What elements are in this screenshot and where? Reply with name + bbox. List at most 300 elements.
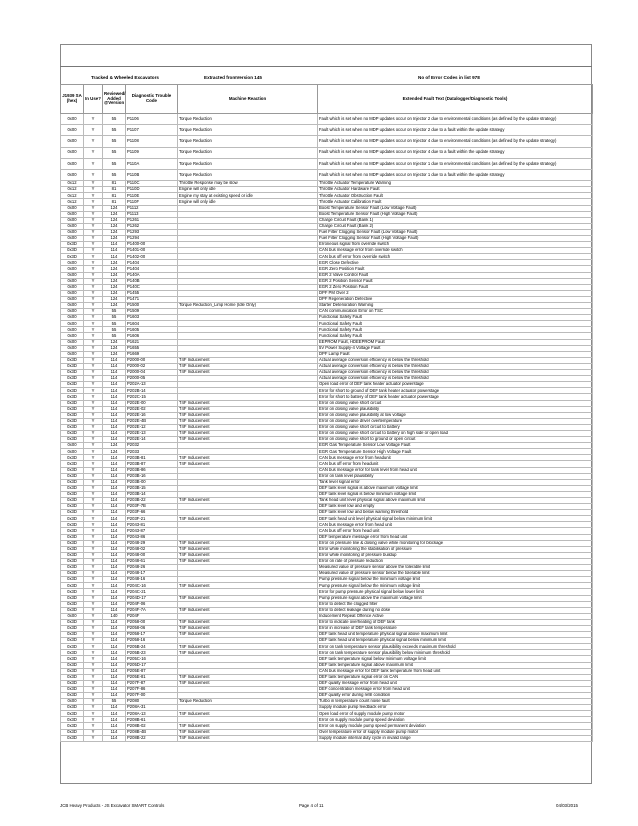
- dtc-cell: P205E-81: [126, 674, 178, 680]
- in-use-cell: Y: [84, 479, 103, 485]
- dtc-cell: P140B: [126, 278, 178, 284]
- fault-text-cell: Fault which is set when no MDP updates occur on Injector 1 due to a fault within the update strategy: [318, 169, 593, 180]
- fault-text-cell: Error to detect leakage during no dose: [318, 607, 593, 613]
- footer-document-title: JCB Heavy Products - JS Excavator SMART Controls: [60, 803, 165, 808]
- dtc-cell: P203B-14: [126, 491, 178, 497]
- fault-text-cell: EGR Gas Temperature Sensor High Voltage Fault: [318, 449, 593, 455]
- in-use-cell: Y: [84, 211, 103, 217]
- dtc-cell: P208B-02: [126, 723, 178, 729]
- version-cell: 55: [103, 169, 126, 180]
- fault-text-cell: DEF tank level low and empty: [318, 504, 593, 510]
- dtc-cell: P202E-16: [126, 412, 178, 418]
- sa-cell: 0x3D: [61, 461, 84, 467]
- fault-text-cell: CAN bus message error for tank level from head unit: [318, 467, 593, 473]
- version-cell: 114: [103, 583, 126, 589]
- in-use-cell: Y: [84, 498, 103, 504]
- in-use-cell: Y: [84, 467, 103, 473]
- in-use-cell: Y: [84, 674, 103, 680]
- version-cell: 114: [103, 455, 126, 461]
- version-cell: 114: [103, 619, 126, 625]
- reaction-cell: T4F Inducement: [178, 406, 318, 412]
- in-use-cell: Y: [84, 235, 103, 241]
- dtc-cell: P1293: [126, 229, 178, 235]
- dtc-cell: P2032: [126, 443, 178, 449]
- version-cell: 114: [103, 400, 126, 406]
- dtc-cell: P205B-23: [126, 650, 178, 656]
- dtc-cell: P207F-86: [126, 686, 178, 692]
- sa-cell: 0x00: [61, 147, 84, 158]
- dtc-cell: P203B-16: [126, 473, 178, 479]
- sa-cell: 0x00: [61, 333, 84, 339]
- sa-cell: 0x00: [61, 290, 84, 296]
- reaction-cell: Throttle Response may be slow: [178, 181, 318, 187]
- in-use-cell: Y: [84, 125, 103, 136]
- in-use-cell: Y: [84, 668, 103, 674]
- reaction-cell: T4F Inducement: [178, 595, 318, 601]
- fault-text-cell: Inducement Repeat Offence Active: [318, 613, 593, 619]
- dtc-cell: P110B: [126, 169, 178, 180]
- table-body: [61, 114, 593, 742]
- dtc-cell: P2048-16: [126, 577, 178, 583]
- version-cell: 124: [103, 211, 126, 217]
- fault-text-cell: Boost Temperature Sensor Fault (High Voltage Fault): [318, 211, 593, 217]
- version-cell: 114: [103, 424, 126, 430]
- reaction-cell: T4F Inducement: [178, 430, 318, 436]
- fault-text-cell: Functional Safety Fault: [318, 333, 593, 339]
- version-cell: 114: [103, 601, 126, 607]
- sa-cell: 0x3D: [61, 522, 84, 528]
- sa-cell: 0x3D: [61, 406, 84, 412]
- in-use-cell: Y: [84, 223, 103, 229]
- reaction-cell: Torque Reduction_Limp Home (Idle Only): [178, 303, 318, 309]
- version-cell: 114: [103, 370, 126, 376]
- error-code-table: [60, 84, 593, 742]
- dtc-cell: P2080: [126, 699, 178, 705]
- fault-text-cell: Fault which is set when no MDP updates occur on Injector 2 due to environmental conditions (as defined by the update strategy): [318, 114, 593, 125]
- version-cell: 124: [103, 205, 126, 211]
- in-use-cell: Y: [84, 303, 103, 309]
- reaction-cell: T4F Inducement: [178, 723, 318, 729]
- dtc-cell: P204C-21: [126, 589, 178, 595]
- sa-cell: 0x12: [61, 181, 84, 187]
- version-cell: 114: [103, 717, 126, 723]
- fault-text-cell: EGR Zero Position Fault: [318, 266, 593, 272]
- sa-cell: 0x3D: [61, 668, 84, 674]
- in-use-cell: Y: [84, 278, 103, 284]
- version-cell: 114: [103, 248, 126, 254]
- reaction-cell: T4F Inducement: [178, 711, 318, 717]
- version-cell: 114: [103, 418, 126, 424]
- fault-text-cell: CAN communication Error on TSC: [318, 309, 593, 315]
- dtc-cell: P1109: [126, 147, 178, 158]
- sa-cell: 0x00: [61, 211, 84, 217]
- version-cell: 124: [103, 223, 126, 229]
- in-use-cell: Y: [84, 625, 103, 631]
- dtc-cell: P202A-13: [126, 382, 178, 388]
- version-cell: 55: [103, 699, 126, 705]
- sa-cell: 0x3D: [61, 565, 84, 571]
- in-use-cell: Y: [84, 443, 103, 449]
- dtc-cell: P110E: [126, 193, 178, 199]
- in-use-cell: Y: [84, 638, 103, 644]
- fault-text-cell: DEF tank temperature signal below minimum voltage limit: [318, 656, 593, 662]
- sa-cell: 0x3D: [61, 485, 84, 491]
- fault-text-cell: Open load error of DEF tank heater actuator powerstage: [318, 382, 593, 388]
- dtc-cell: P1605: [126, 327, 178, 333]
- sa-cell: 0x3D: [61, 644, 84, 650]
- version-cell: 114: [103, 735, 126, 741]
- fault-text-cell: Pump pressure signal below the minimum voltage limit: [318, 583, 593, 589]
- fault-text-cell: Functional Safety Fault: [318, 321, 593, 327]
- in-use-cell: Y: [84, 205, 103, 211]
- version-cell: 114: [103, 693, 126, 699]
- sa-cell: 0x00: [61, 327, 84, 333]
- in-use-cell: Y: [84, 607, 103, 613]
- sa-cell: 0x00: [61, 266, 84, 272]
- in-use-cell: Y: [84, 418, 103, 424]
- dtc-cell: P1262: [126, 223, 178, 229]
- version-cell: 114: [103, 534, 126, 540]
- in-use-cell: Y: [84, 315, 103, 321]
- fault-text-cell: Tank level signal error: [318, 479, 593, 485]
- reaction-cell: T4F Inducement: [178, 558, 318, 564]
- dtc-cell: P203B-00: [126, 479, 178, 485]
- in-use-cell: Y: [84, 656, 103, 662]
- in-use-cell: Y: [84, 516, 103, 522]
- fault-text-cell: Error while monitoring the stabilisation of pressure: [318, 546, 593, 552]
- dtc-cell: P2043-86: [126, 534, 178, 540]
- version-cell: 55: [103, 333, 126, 339]
- dtc-cell: P2058-00: [126, 619, 178, 625]
- sa-cell: 0x3D: [61, 376, 84, 382]
- version-cell: 114: [103, 552, 126, 558]
- in-use-cell: Y: [84, 321, 103, 327]
- fault-text-cell: Error to indicate overheating of DEF tank: [318, 619, 593, 625]
- reaction-cell: T4F Inducement: [178, 412, 318, 418]
- sa-cell: 0x3D: [61, 412, 84, 418]
- version-cell: 114: [103, 668, 126, 674]
- fault-text-cell: Error on dosing valve short to ground or open circuit: [318, 437, 593, 443]
- fault-text-cell: Charge Circuit Fault (Bank 1): [318, 217, 593, 223]
- version-cell: 55: [103, 321, 126, 327]
- dtc-cell: P208B-4B: [126, 729, 178, 735]
- reaction-cell: T4F Inducement: [178, 650, 318, 656]
- version-cell: 55: [103, 114, 126, 125]
- in-use-cell: Y: [84, 705, 103, 711]
- fault-text-cell: Actual average conversion efficiency is below the threshold: [318, 357, 593, 363]
- sa-cell: 0x3D: [61, 583, 84, 589]
- version-cell: 55: [103, 158, 126, 169]
- in-use-cell: Y: [84, 510, 103, 516]
- fault-text-cell: Pump pressure signal above the maximum voltage limit: [318, 595, 593, 601]
- in-use-cell: Y: [84, 217, 103, 223]
- dtc-cell: P202E-12: [126, 424, 178, 430]
- reaction-cell: T4F Inducement: [178, 583, 318, 589]
- fault-text-cell: Error on pressure line & dosing valve while monitoring for blockage: [318, 540, 593, 546]
- dtc-cell: P203B-86: [126, 467, 178, 473]
- dtc-cell: P207F-87: [126, 680, 178, 686]
- in-use-cell: Y: [84, 254, 103, 260]
- reaction-cell: T4F Inducement: [178, 729, 318, 735]
- version-cell: 114: [103, 394, 126, 400]
- version-cell: 114: [103, 625, 126, 631]
- reaction-cell: T4F Inducement: [178, 680, 318, 686]
- fault-text-cell: EGR 2 Position Sensor Fault: [318, 278, 593, 284]
- sa-cell: 0x3D: [61, 388, 84, 394]
- in-use-cell: Y: [84, 577, 103, 583]
- version-cell: 114: [103, 522, 126, 528]
- fault-text-cell: Supply module internal duty cycle in invalid range: [318, 735, 593, 741]
- dtc-cell: P202E-02: [126, 406, 178, 412]
- sa-cell: 0x3D: [61, 498, 84, 504]
- sa-cell: 0x3D: [61, 534, 84, 540]
- sa-cell: 0x3D: [61, 662, 84, 668]
- fault-text-cell: Error on tank temperature sensor plausibility exceeds maximum threshold: [318, 644, 593, 650]
- in-use-cell: Y: [84, 711, 103, 717]
- dtc-cell: P203F-21: [126, 516, 178, 522]
- version-cell: 114: [103, 577, 126, 583]
- dtc-cell: P110F: [126, 199, 178, 205]
- sa-cell: 0x00: [61, 169, 84, 180]
- reaction-cell: Torque Reduction: [178, 125, 318, 136]
- dtc-cell: P1404: [126, 266, 178, 272]
- fault-text-cell: Error for pump pressure physical signal below lower limit: [318, 589, 593, 595]
- fault-text-cell: Fuel Filter Clogging Sensor Fault (Low Voltage Fault): [318, 229, 593, 235]
- version-cell: 114: [103, 607, 126, 613]
- fault-text-cell: Error on tank temperature sensor plausibility below minimum threshold: [318, 650, 593, 656]
- in-use-cell: Y: [84, 370, 103, 376]
- reaction-cell: T4F Inducement: [178, 546, 318, 552]
- version-cell: 124: [103, 284, 126, 290]
- sa-cell: 0x00: [61, 296, 84, 302]
- footer-date: 04/03/2015: [556, 803, 578, 808]
- version-cell: 114: [103, 723, 126, 729]
- sa-cell: 0x00: [61, 114, 84, 125]
- sa-cell: 0x3D: [61, 546, 84, 552]
- in-use-cell: Y: [84, 504, 103, 510]
- fault-text-cell: DEF quality error during refill condition: [318, 693, 593, 699]
- fault-text-cell: Measured value of pressure sensor below the tolerable limit: [318, 571, 593, 577]
- in-use-cell: Y: [84, 388, 103, 394]
- version-cell: 124: [103, 260, 126, 266]
- in-use-cell: Y: [84, 583, 103, 589]
- version-cell: 114: [103, 467, 126, 473]
- dtc-cell: P1112: [126, 205, 178, 211]
- fault-text-cell: CAN bus off error from headunit: [318, 461, 593, 467]
- dtc-cell: P1108: [126, 136, 178, 147]
- in-use-cell: Y: [84, 613, 103, 619]
- version-cell: 114: [103, 430, 126, 436]
- version-cell: 114: [103, 376, 126, 382]
- version-cell: 114: [103, 558, 126, 564]
- sa-cell: 0x3D: [61, 577, 84, 583]
- table-row: [61, 125, 593, 136]
- dtc-cell: P2000-04: [126, 370, 178, 376]
- dtc-cell: P203F-7B: [126, 504, 178, 510]
- in-use-cell: Y: [84, 686, 103, 692]
- dtc-cell: P110A: [126, 158, 178, 169]
- sa-cell: 0x00: [61, 260, 84, 266]
- version-cell: 114: [103, 491, 126, 497]
- in-use-cell: Y: [84, 662, 103, 668]
- version-cell: 55: [103, 136, 126, 147]
- version-cell: 114: [103, 680, 126, 686]
- reaction-cell: T4F Inducement: [178, 625, 318, 631]
- fault-text-cell: DPF Lamp Fault: [318, 351, 593, 357]
- sa-cell: 0x3D: [61, 455, 84, 461]
- fault-text-cell: EEPROM Fault, HDEEPROM Fault: [318, 339, 593, 345]
- sa-cell: 0x3D: [61, 638, 84, 644]
- fault-text-cell: Turbo in temperature count noise fault: [318, 699, 593, 705]
- fault-text-cell: Tank head unit level physical signal above maximum limit: [318, 498, 593, 504]
- fault-text-cell: DEF tank temperature signal error on CAN: [318, 674, 593, 680]
- reaction-cell: T4F Inducement: [178, 363, 318, 369]
- sa-cell: 0x00: [61, 205, 84, 211]
- version-cell: 114: [103, 644, 126, 650]
- dtc-cell: P204F-7A: [126, 607, 178, 613]
- fault-text-cell: Fault which is set when no MDP updates occur on Injector 4 due to environmental conditions (as defined by the update strategy): [318, 136, 593, 147]
- sa-cell: 0x00: [61, 278, 84, 284]
- version-cell: 55: [103, 309, 126, 315]
- in-use-cell: Y: [84, 693, 103, 699]
- version-cell: 124: [103, 351, 126, 357]
- fault-text-cell: Erroneous signal from override switch: [318, 242, 593, 248]
- in-use-cell: Y: [84, 266, 103, 272]
- fault-text-cell: Error on dosing valve plausibility: [318, 406, 593, 412]
- version-cell: 124: [103, 339, 126, 345]
- in-use-cell: Y: [84, 260, 103, 266]
- in-use-cell: Y: [84, 534, 103, 540]
- sa-cell: 0x00: [61, 272, 84, 278]
- in-use-cell: Y: [84, 339, 103, 345]
- version-cell: 114: [103, 705, 126, 711]
- sa-cell: 0x3D: [61, 382, 84, 388]
- sa-cell: 0x3D: [61, 479, 84, 485]
- dtc-cell: P1603: [126, 315, 178, 321]
- reaction-cell: T4F Inducement: [178, 619, 318, 625]
- sa-cell: 0x00: [61, 321, 84, 327]
- sa-cell: 0x12: [61, 199, 84, 205]
- header-version: Extracted fromVersion 145: [204, 75, 262, 80]
- in-use-cell: Y: [84, 229, 103, 235]
- header-machine-type: Tracked & Wheeled Excavators: [91, 75, 159, 80]
- sa-cell: 0x3D: [61, 601, 84, 607]
- in-use-cell: Y: [84, 650, 103, 656]
- reaction-cell: Torque Reduction: [178, 114, 318, 125]
- version-cell: 114: [103, 516, 126, 522]
- sa-cell: 0x3D: [61, 632, 84, 638]
- in-use-cell: Y: [84, 158, 103, 169]
- sa-cell: 0x00: [61, 315, 84, 321]
- in-use-cell: Y: [84, 632, 103, 638]
- fault-text-cell: Boost Temperature Sensor Fault (Low Voltage Fault): [318, 205, 593, 211]
- sa-cell: 0x3D: [61, 248, 84, 254]
- fault-text-cell: Throttle Actuator Calibration Fault: [318, 199, 593, 205]
- version-cell: 124: [103, 296, 126, 302]
- fault-text-cell: DEF temperature message error from head unit: [318, 534, 593, 540]
- sa-cell: 0x3D: [61, 430, 84, 436]
- dtc-cell: P203B-81: [126, 455, 178, 461]
- version-cell: 114: [103, 589, 126, 595]
- version-cell: 114: [103, 382, 126, 388]
- in-use-cell: Y: [84, 589, 103, 595]
- dtc-cell: P1294: [126, 235, 178, 241]
- fault-text-cell: CAN bus message error from head unit: [318, 522, 593, 528]
- version-cell: 124: [103, 272, 126, 278]
- fault-text-cell: Throttle Actuator Hardware Fault: [318, 187, 593, 193]
- sa-cell: 0x3D: [61, 242, 84, 248]
- dtc-cell: P204F: [126, 613, 178, 619]
- dtc-cell: P1402-00: [126, 254, 178, 260]
- fault-text-cell: DEF tank level signal is below minimum voltage limit: [318, 491, 593, 497]
- in-use-cell: Y: [84, 394, 103, 400]
- sa-cell: 0x3D: [61, 693, 84, 699]
- version-cell: 114: [103, 473, 126, 479]
- in-use-cell: Y: [84, 455, 103, 461]
- in-use-cell: Y: [84, 571, 103, 577]
- sa-cell: 0x3D: [61, 558, 84, 564]
- fault-text-cell: EGR 2 Valve Control Fault: [318, 272, 593, 278]
- in-use-cell: Y: [84, 546, 103, 552]
- fault-text-cell: Error in increase of DEF tank temperature: [318, 625, 593, 631]
- dtc-cell: P1106: [126, 114, 178, 125]
- sa-cell: 0x3D: [61, 607, 84, 613]
- in-use-cell: Y: [84, 528, 103, 534]
- header-error-count: No of Error Codes in list 978: [418, 75, 480, 80]
- dtc-cell: P205D-17: [126, 662, 178, 668]
- sa-cell: 0x00: [61, 158, 84, 169]
- fault-text-cell: Functional Safety Fault: [318, 327, 593, 333]
- sa-cell: 0x00: [61, 345, 84, 351]
- version-cell: 81: [103, 187, 126, 193]
- in-use-cell: Y: [84, 327, 103, 333]
- fault-text-cell: Error for short to battery of DEF tank heater actuator powerstage: [318, 394, 593, 400]
- dtc-cell: P2043-87: [126, 528, 178, 534]
- version-cell: 114: [103, 242, 126, 248]
- sa-cell: 0x3D: [61, 589, 84, 595]
- dtc-cell: P2000-02: [126, 363, 178, 369]
- column-header: J1939 SA (hex): [61, 85, 84, 114]
- dtc-cell: P202C-15: [126, 394, 178, 400]
- fault-text-cell: Throttle Actuator Temperature Warning: [318, 181, 593, 187]
- fault-text-cell: DPF PM Over 2: [318, 290, 593, 296]
- dtc-cell: P205B-24: [126, 644, 178, 650]
- in-use-cell: Y: [84, 699, 103, 705]
- version-cell: 81: [103, 199, 126, 205]
- fault-text-cell: Open load error of supply module pump motor: [318, 711, 593, 717]
- sa-cell: 0x00: [61, 449, 84, 455]
- in-use-cell: Y: [84, 473, 103, 479]
- version-cell: 114: [103, 686, 126, 692]
- fault-text-cell: DEF tank head unit temperature physical signal above maximum limit: [318, 632, 593, 638]
- sa-cell: 0x00: [61, 136, 84, 147]
- in-use-cell: Y: [84, 114, 103, 125]
- column-header: Extended Fault Text (Datalogger/Diagnostic Tools): [318, 85, 593, 114]
- sa-cell: 0x00: [61, 284, 84, 290]
- version-cell: 114: [103, 479, 126, 485]
- version-cell: 114: [103, 711, 126, 717]
- sa-cell: 0x3D: [61, 705, 84, 711]
- version-cell: 114: [103, 504, 126, 510]
- dtc-cell: P202E-13: [126, 430, 178, 436]
- reaction-cell: T4F Inducement: [178, 607, 318, 613]
- sa-cell: 0x3D: [61, 504, 84, 510]
- in-use-cell: Y: [84, 437, 103, 443]
- sa-cell: 0x00: [61, 443, 84, 449]
- in-use-cell: Y: [84, 136, 103, 147]
- sa-cell: 0x12: [61, 193, 84, 199]
- sa-cell: 0x3D: [61, 729, 84, 735]
